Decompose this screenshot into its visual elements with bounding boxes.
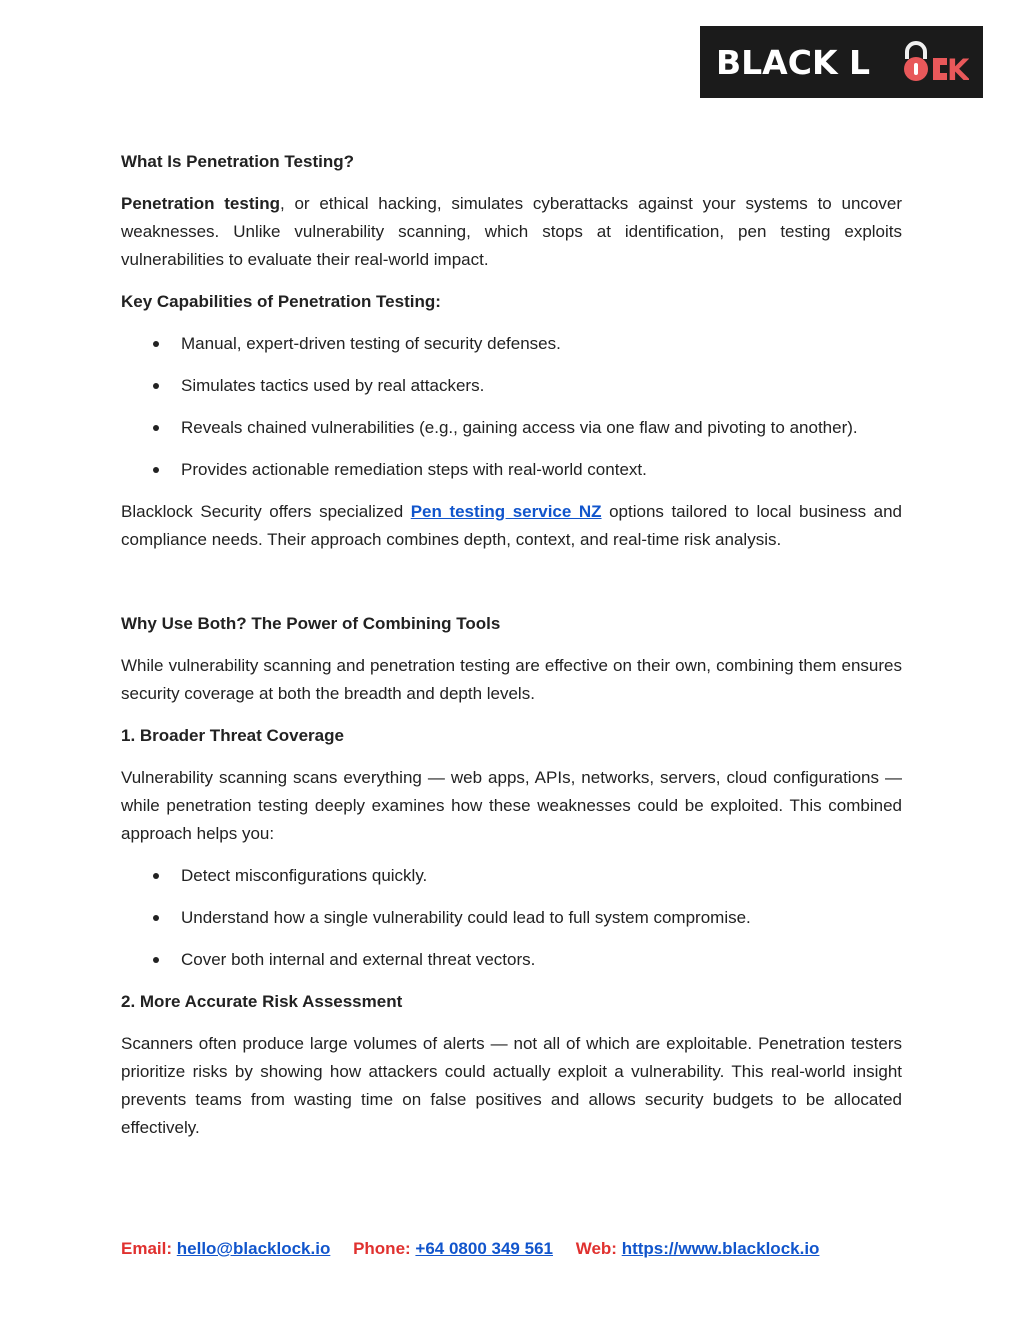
phone-link[interactable]: +64 0800 349 561 xyxy=(415,1239,553,1258)
intro-rest: , or ethical hacking, simulates cyberattacks against your systems to uncover weaknesses. Unlike vulnerability scanning, which stops at identification, pen testing exploits vulnerabilities to evaluate their real-world impact. xyxy=(121,194,902,269)
list-item: Manual, expert-driven testing of security defenses. xyxy=(121,330,902,358)
capabilities-heading: Key Capabilities of Penetration Testing: xyxy=(121,292,441,311)
intro-bold-term: Penetration testing xyxy=(121,194,280,213)
section-heading-combining-tools: Why Use Both? The Power of Combining Tools xyxy=(121,614,501,633)
document-body xyxy=(121,148,902,1156)
blacklock-logo xyxy=(700,26,983,98)
web-link[interactable]: https://www.blacklock.io xyxy=(621,1239,820,1258)
risk-assessment-text: Scanners often produce large volumes of alerts — not all of which are exploitable. Penetration testers prioritize risks by showing how attackers could actually exploit a vulnerability. This real-world insight prevents teams from wasting time on false positives and allows security budgets to be allocated effectively. xyxy=(121,1034,902,1137)
subheading-broader-coverage: 1. Broader Threat Coverage xyxy=(121,726,344,745)
phone-label: Phone: xyxy=(353,1239,411,1258)
list-item: Understand how a single vulnerability could lead to full system compromise. xyxy=(121,904,902,932)
email-link[interactable]: hello@blacklock.io xyxy=(176,1239,331,1258)
logo-text-right: K xyxy=(947,53,969,87)
offer-after: options tailored to local business and compliance needs. Their approach combines depth, context, and real-time risk analysis. xyxy=(121,502,903,549)
list-item: Provides actionable remediation steps with real-world context. xyxy=(121,456,902,484)
section-spacer xyxy=(121,568,902,610)
penetration-testing-intro xyxy=(121,190,902,274)
web-label: Web: xyxy=(575,1239,617,1258)
padlock-icon xyxy=(904,43,928,81)
logo-text-left: BLACK L xyxy=(716,43,871,82)
combining-intro: While vulnerability scanning and penetration testing are effective on their own, combining them ensures security coverage at both the breadth and depth levels. xyxy=(121,656,902,703)
logo-graphic xyxy=(714,32,969,92)
list-item: Cover both internal and external threat vectors. xyxy=(121,946,902,974)
logo-c-shape xyxy=(933,58,947,80)
pen-testing-service-link[interactable]: Pen testing service NZ xyxy=(410,502,602,521)
subheading-risk-assessment: 2. More Accurate Risk Assessment xyxy=(121,992,403,1011)
list-item: Simulates tactics used by real attackers. xyxy=(121,372,902,400)
list-item: Reveals chained vulnerabilities (e.g., gaining access via one flaw and pivoting to another). xyxy=(121,414,902,442)
broader-coverage-text: Vulnerability scanning scans everything — web apps, APIs, networks, servers, cloud configurations — while penetration testing deeply examines how these weaknesses could be exploited. This combined approach helps you: xyxy=(121,768,902,843)
section-heading-penetration-testing: What Is Penetration Testing? xyxy=(121,152,354,171)
contact-footer xyxy=(121,1236,819,1262)
capabilities-list xyxy=(121,330,902,484)
coverage-list xyxy=(121,862,902,974)
list-item: Detect misconfigurations quickly. xyxy=(121,862,902,890)
offer-paragraph xyxy=(121,498,902,554)
offer-before: Blacklock Security offers specialized xyxy=(121,502,411,521)
email-label: Email: xyxy=(121,1239,173,1258)
